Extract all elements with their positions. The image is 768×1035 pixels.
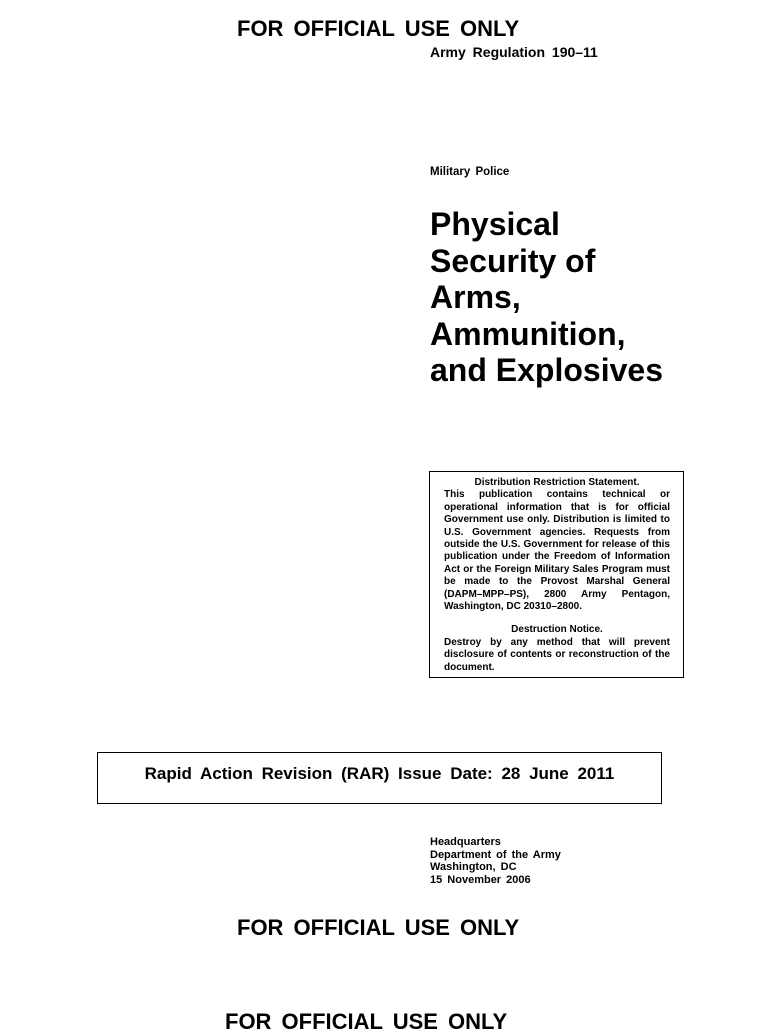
title-line: Security of <box>430 242 596 279</box>
issuer-line: Headquarters <box>430 836 501 848</box>
issuer-line: Department of the Army <box>430 848 561 861</box>
destruction-body: Destroy by any method that will prevent disclosure of contents or reconstruction of the document. <box>444 636 670 673</box>
category-label: Military Police <box>430 166 510 178</box>
document-title <box>430 206 750 389</box>
rar-issue-box <box>97 752 662 804</box>
issue-date: 15 November 2006 <box>430 873 531 886</box>
restriction-heading: Distribution Restriction Statement. <box>474 477 640 488</box>
issuer-line: Washington, DC <box>430 861 517 873</box>
regulation-number: Army Regulation 190–11 <box>430 44 598 60</box>
destruction-heading: Destruction Notice. <box>511 624 603 636</box>
title-line: Physical <box>430 206 560 242</box>
distribution-restriction-box <box>429 471 684 678</box>
issuer-block <box>430 836 561 886</box>
rar-issue-date: Rapid Action Revision (RAR) Issue Date: 28 June 2011 <box>144 764 615 783</box>
title-line: Arms, <box>430 279 521 315</box>
security-banner-next-page: FOR OFFICIAL USE ONLY <box>225 1009 508 1034</box>
restriction-body: This publication contains technical or operational information that is for official Government use only. Distribution is limited to U.S. Government agencies. Requests from outside the U.S. Government for release of this publication under the Freedom of Information Act or the Foreign Military Sales Program must be made to the Provost Marshal General (DAPM–MPP–PS), 2800 Army Pentagon, Washington, DC 20310–2800. <box>444 489 670 613</box>
security-banner-middle: FOR OFFICIAL USE ONLY <box>237 915 520 940</box>
security-banner-top: FOR OFFICIAL USE ONLY <box>237 16 520 41</box>
title-line: Ammunition, <box>430 315 626 352</box>
title-line: and Explosives <box>430 352 663 388</box>
